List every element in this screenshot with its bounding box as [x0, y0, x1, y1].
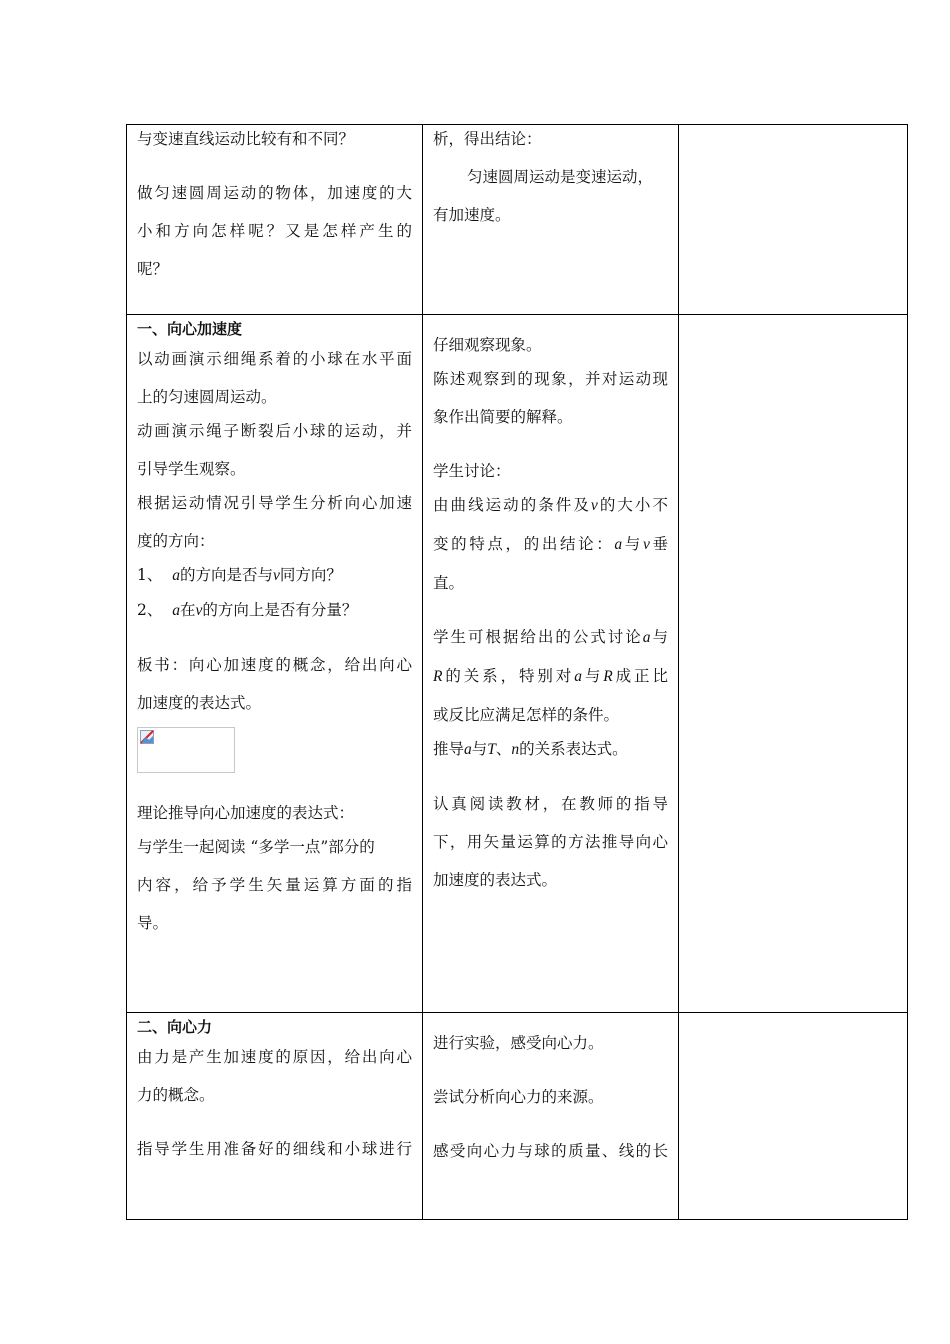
body-text: 指导学生用准备好的细线和小球进行: [137, 1140, 412, 1158]
body-text: 以动画演示细绳系着的小球在水平面: [137, 350, 412, 368]
question-text: 小和方向怎样呢？又是怎样产生的: [137, 222, 412, 240]
notes-cell: [679, 1013, 908, 1220]
teacher-activity-cell: [127, 125, 423, 315]
body-text: 陈述观察到的现象，并对运动现: [433, 370, 668, 388]
table-row: [127, 125, 908, 315]
body-text: 学生讨论：: [433, 462, 511, 480]
conclusion-text: 匀速圆周运动是变速运动，: [467, 168, 654, 186]
body-text: 象作出简要的解释。: [433, 408, 573, 426]
body-text: 导。: [137, 914, 169, 932]
body-text: 根据运动情况引导学生分析向心加速: [137, 494, 412, 512]
body-text: 下，用矢量运算的方法推导向心: [433, 833, 668, 851]
notes-cell: [679, 315, 908, 1013]
question-text: 做匀速圆周运动的物体，加速度的大: [137, 184, 412, 202]
body-text: 力的概念。: [137, 1086, 215, 1104]
body-text: 认真阅读教材，在教师的指导: [433, 795, 668, 813]
body-text: R的关系，特别对a与R成正比: [433, 667, 668, 685]
body-text: 度的方向：: [137, 532, 215, 550]
question-text: 与变速直线运动比较有和不同？: [137, 130, 355, 148]
student-activity-cell: [423, 125, 679, 315]
teacher-activity-cell: [127, 315, 423, 1013]
body-text: 或反比应满足怎样的条件。: [433, 706, 620, 724]
body-text: 动画演示绳子断裂后小球的运动，并: [137, 422, 412, 440]
body-text: 学生可根据给出的公式讨论a与: [433, 628, 668, 646]
student-activity-cell: [423, 1013, 679, 1220]
list-item: 1、 a的方向是否与v同方向？: [137, 566, 342, 584]
body-text: 与学生一起阅读 “多学一点”部分的: [137, 838, 375, 856]
section-heading: 一、向心加速度: [137, 320, 243, 338]
body-text: 由曲线运动的条件及v的大小不: [433, 496, 668, 514]
section-heading: 二、向心力: [137, 1018, 213, 1036]
body-text: 直。: [433, 574, 465, 592]
body-text: 尝试分析向心力的来源。: [433, 1088, 604, 1106]
broken-image-icon: [140, 730, 154, 744]
body-text: 变的特点，的出结论：a与v垂: [433, 535, 668, 553]
notes-cell: [679, 125, 908, 315]
formula-image-placeholder: [137, 727, 235, 773]
body-text: 推导a与T、n的关系表达式。: [433, 740, 628, 758]
body-text: 感受向心力与球的质量、线的长: [433, 1142, 668, 1160]
body-text: 仔细观察现象。: [433, 336, 542, 354]
body-text: 进行实验，感受向心力。: [433, 1034, 604, 1052]
question-text: 呢？: [137, 260, 169, 278]
student-activity-cell: [423, 315, 679, 1013]
lesson-plan-table: [126, 124, 908, 1220]
body-text: 理论推导向心加速度的表达式：: [137, 804, 355, 822]
body-text: 上的匀速圆周运动。: [137, 388, 277, 406]
table-row: [127, 1013, 908, 1220]
body-text: 加速度的表达式。: [137, 694, 262, 712]
body-text: 引导学生观察。: [137, 460, 246, 478]
body-text: 由力是产生加速度的原因，给出向心: [137, 1048, 412, 1066]
teacher-activity-cell: [127, 1013, 423, 1220]
conclusion-text: 析，得出结论：: [433, 130, 542, 148]
body-text: 板书：向心加速度的概念，给出向心: [137, 656, 412, 674]
conclusion-text: 有加速度。: [433, 206, 511, 224]
body-text: 加速度的表达式。: [433, 871, 558, 889]
body-text: 内容，给予学生矢量运算方面的指: [137, 876, 412, 894]
list-item: 2、 a在v的方向上是否有分量？: [137, 601, 358, 619]
table-row: [127, 315, 908, 1013]
